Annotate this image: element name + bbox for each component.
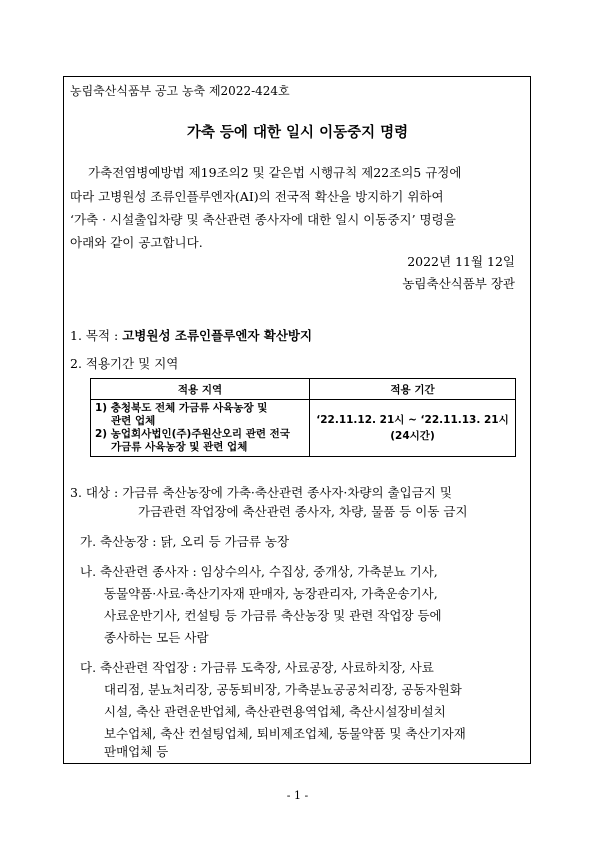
region-2-line-2: 가금류 사육농장 및 관련 업체 xyxy=(111,441,248,453)
announcement-number: 농림축산식품부 공고 농축 제2022-424호 xyxy=(70,84,290,98)
item-na-line-2: 동물약품·사료·축산기자재 판매자, 농장관리자, 가축운송기사, xyxy=(104,586,438,601)
section-2-heading: 2. 적용기간 및 지역 xyxy=(70,356,179,371)
region-header: 적용 지역 xyxy=(91,379,310,400)
period-table xyxy=(90,378,516,457)
item-da-line-3: 시설, 축산 관련운반업체, 축산관련용역업체, 축산시설장비설치 xyxy=(104,704,446,719)
page-number: - 1 - xyxy=(286,789,309,802)
page-title: 가축 등에 대한 일시 이동중지 명령 xyxy=(186,125,409,141)
period-header: 적용 기간 xyxy=(310,379,516,400)
period-line-2: (24시간) xyxy=(390,430,435,442)
announcement-date: 2022년 11월 12일 xyxy=(407,254,515,269)
item-na-line-4: 종사하는 모든 사람 xyxy=(104,630,209,645)
period-line-1: ‘22.11.12. 21시 ~ ‘22.11.13. 21시 xyxy=(316,414,509,426)
item-da-line-1: 다. 축산관련 작업장 : 가금류 도축장, 사료공장, 사료하치장, 사료 xyxy=(80,660,434,675)
region-1-line-2: 관련 업체 xyxy=(111,415,156,427)
period-cell xyxy=(310,400,516,457)
section-3-line-2: 가금관련 작업장에 축산관련 종사자, 차량, 물품 등 이동 금지 xyxy=(138,504,468,519)
region-2-line-1: 2) 농업회사법인(주)주원산오리 관련 전국 xyxy=(95,428,290,440)
item-da-line-2: 대리점, 분뇨처리장, 공동퇴비장, 가축분뇨공공처리장, 공동자원화 xyxy=(104,682,462,697)
section-3-line-1: 3. 대상 : 가금류 축산농장에 가축·축산관련 종사자·차량의 출입금지 및 xyxy=(70,485,452,500)
region-1-line-1: 1) 충청북도 전체 가금류 사육농장 및 xyxy=(95,402,268,414)
item-na-line-3: 사료운반기사, 컨설팅 등 가금류 축산농장 및 관련 작업장 등에 xyxy=(104,608,442,623)
item-da-line-4: 보수업체, 축산 컨설팅업체, 퇴비제조업체, 동물약품 및 축산기자재 xyxy=(104,726,466,741)
item-ga: 가. 축산농장 : 닭, 오리 등 가금류 농장 xyxy=(80,534,290,549)
item-da-line-5: 판매업체 등 xyxy=(104,744,169,759)
issuer: 농림축산식품부 장관 xyxy=(402,276,515,291)
region-cell xyxy=(91,400,310,457)
table-row xyxy=(91,400,516,457)
item-na-line-1: 나. 축산관련 종사자 : 임상수의사, 수집상, 중개상, 가축분뇨 기사, xyxy=(80,564,438,579)
section-1 xyxy=(70,326,312,344)
section-1-label: 1. 목적 : xyxy=(70,328,119,343)
intro-line-1: 가축전염병예방법 제19조의2 및 같은법 시행규칙 제22조의5 규정에 xyxy=(88,165,462,180)
table-header-row xyxy=(91,379,516,400)
intro-line-4: 아래와 같이 공고합니다. xyxy=(70,235,203,250)
intro-line-3: ‘가축 · 시설출입차량 및 축산관련 종사자에 대한 일시 이동중지’ 명령을 xyxy=(70,212,456,227)
section-1-value: 고병원성 조류인플루엔자 확산방지 xyxy=(122,328,313,343)
intro-line-2: 따라 고병원성 조류인플루엔자(AI)의 전국적 확산을 방지하기 위하여 xyxy=(70,189,444,204)
